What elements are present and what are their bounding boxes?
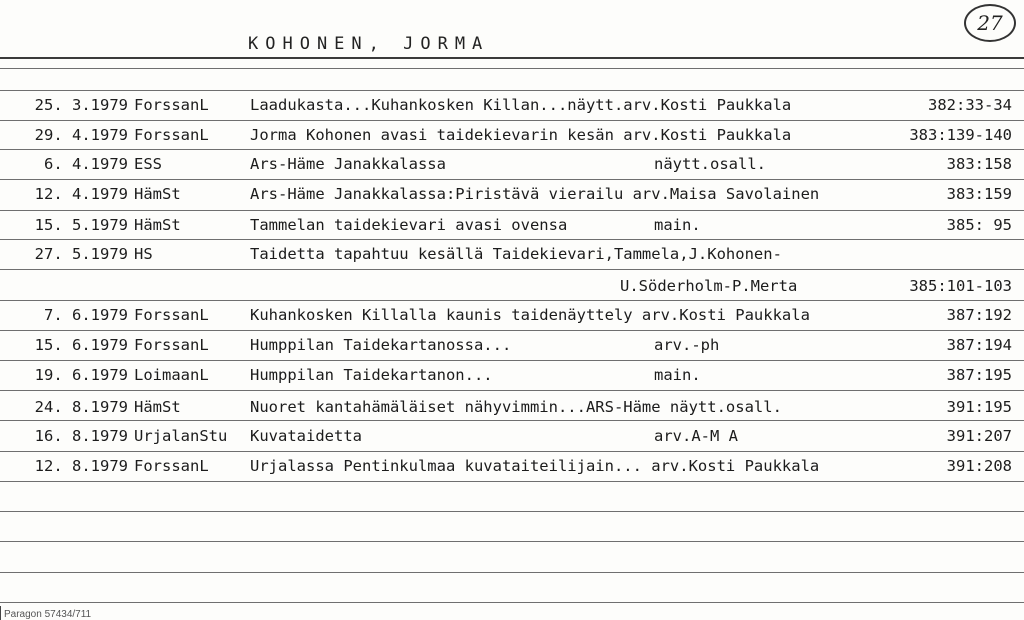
entry-source: HämSt xyxy=(134,398,181,416)
entry-title: Humppilan Taidekartanossa... xyxy=(250,336,512,354)
rule-line xyxy=(0,68,1024,69)
rule-line xyxy=(0,269,1024,270)
card-entry xyxy=(0,453,1024,479)
entry-title: Humppilan Taidekartanon... xyxy=(250,366,493,384)
card-entry xyxy=(0,241,1024,267)
entry-title: Laadukasta...Kuhankosken Killan...näytt.arv.Kosti Paukkala xyxy=(250,96,792,114)
rule-line xyxy=(0,602,1024,603)
entry-source: UrjalanStu xyxy=(134,427,228,445)
rule-line xyxy=(0,360,1024,361)
entry-ref: 391:195 xyxy=(946,398,1012,416)
card-entry-continuation xyxy=(0,273,1024,299)
rule-line xyxy=(0,330,1024,331)
entry-title: Ars-Häme Janakkalassa:Piristävä vierailu arv.Maisa Savolainen xyxy=(250,185,820,203)
entry-source: LoimaanL xyxy=(134,366,209,384)
entry-source: HämSt xyxy=(134,216,181,234)
entry-title: Nuoret kantahämäläiset nähyvimmin...ARS-Häme näytt.osall. xyxy=(250,398,782,416)
card-title: KOHONEN, JORMA xyxy=(248,34,490,54)
rule-line xyxy=(0,120,1024,121)
entry-date: 29. 4.1979 xyxy=(34,126,128,144)
entry-ref: 387:195 xyxy=(946,366,1012,384)
entry-ref: 391:207 xyxy=(946,427,1012,445)
entry-ref: 387:194 xyxy=(946,336,1012,354)
entry-title: Urjalassa Pentinkulmaa kuvataiteilijain... arv.Kosti Paukkala xyxy=(250,457,820,475)
entry-date: 16. 8.1979 xyxy=(34,427,128,445)
entry-title: Kuhankosken Killalla kaunis taidenäyttely arv.Kosti Paukkala xyxy=(250,306,810,324)
entry-ref: 391:208 xyxy=(946,457,1012,475)
card-entry xyxy=(0,92,1024,118)
entry-note: arv.A-M A xyxy=(654,427,738,445)
entry-note: main. xyxy=(654,216,701,234)
card-number: 27 xyxy=(964,4,1016,42)
card-entry xyxy=(0,302,1024,328)
card-edge-mark xyxy=(0,606,1,620)
rule-line xyxy=(0,481,1024,482)
rule-line xyxy=(0,300,1024,301)
entry-date: 19. 6.1979 xyxy=(34,366,128,384)
entry-date: 7. 6.1979 xyxy=(44,306,128,324)
entry-title: Ars-Häme Janakkalassa xyxy=(250,155,446,173)
entry-source: ForssanL xyxy=(134,457,209,475)
entry-date: 15. 5.1979 xyxy=(34,216,128,234)
rule-line xyxy=(0,572,1024,573)
card-entry xyxy=(0,212,1024,238)
entry-source: ESS xyxy=(134,155,162,173)
entry-date: 24. 8.1979 xyxy=(34,398,128,416)
entry-ref: 382:33-34 xyxy=(928,96,1012,114)
rule-line xyxy=(0,149,1024,150)
entry-date: 6. 4.1979 xyxy=(44,155,128,173)
entry-date: 15. 6.1979 xyxy=(34,336,128,354)
entry-note: arv.-ph xyxy=(654,336,720,354)
rule-line xyxy=(0,420,1024,421)
rule-line xyxy=(0,511,1024,512)
card-entry xyxy=(0,394,1024,420)
entry-note: U.Söderholm-P.Merta xyxy=(620,277,798,295)
entry-ref: 383:139-140 xyxy=(909,126,1012,144)
entry-source: HämSt xyxy=(134,185,181,203)
card-entry xyxy=(0,362,1024,388)
entry-title: Tammelan taidekievari avasi ovensa xyxy=(250,216,568,234)
entry-ref: 385: 95 xyxy=(946,216,1012,234)
header-rule xyxy=(0,57,1024,59)
entry-ref: 385:101-103 xyxy=(909,277,1012,295)
card-entry xyxy=(0,122,1024,148)
entry-date: 12. 8.1979 xyxy=(34,457,128,475)
card-footer: Paragon 57434/711 xyxy=(4,609,92,620)
entry-ref: 383:158 xyxy=(946,155,1012,173)
rule-line xyxy=(0,90,1024,91)
entry-title: Taidetta tapahtuu kesällä Taidekievari,Tammela,J.Kohonen- xyxy=(250,245,782,263)
card-entry xyxy=(0,181,1024,207)
entry-ref: 383:159 xyxy=(946,185,1012,203)
entry-date: 25. 3.1979 xyxy=(34,96,128,114)
rule-line xyxy=(0,390,1024,391)
entry-source: ForssanL xyxy=(134,126,209,144)
entry-source: HS xyxy=(134,245,153,263)
rule-line xyxy=(0,210,1024,211)
rule-line xyxy=(0,179,1024,180)
entry-ref: 387:192 xyxy=(946,306,1012,324)
card-entry xyxy=(0,332,1024,358)
entry-source: ForssanL xyxy=(134,96,209,114)
entry-title: Kuvataidetta xyxy=(250,427,362,445)
entry-source: ForssanL xyxy=(134,306,209,324)
card-entry xyxy=(0,423,1024,449)
rule-line xyxy=(0,541,1024,542)
card-entry xyxy=(0,151,1024,177)
entry-date: 12. 4.1979 xyxy=(34,185,128,203)
entry-title: Jorma Kohonen avasi taidekievarin kesän arv.Kosti Paukkala xyxy=(250,126,792,144)
rule-line xyxy=(0,239,1024,240)
entry-date: 27. 5.1979 xyxy=(34,245,128,263)
entry-note: näytt.osall. xyxy=(654,155,766,173)
entry-note: main. xyxy=(654,366,701,384)
entry-source: ForssanL xyxy=(134,336,209,354)
rule-line xyxy=(0,451,1024,452)
